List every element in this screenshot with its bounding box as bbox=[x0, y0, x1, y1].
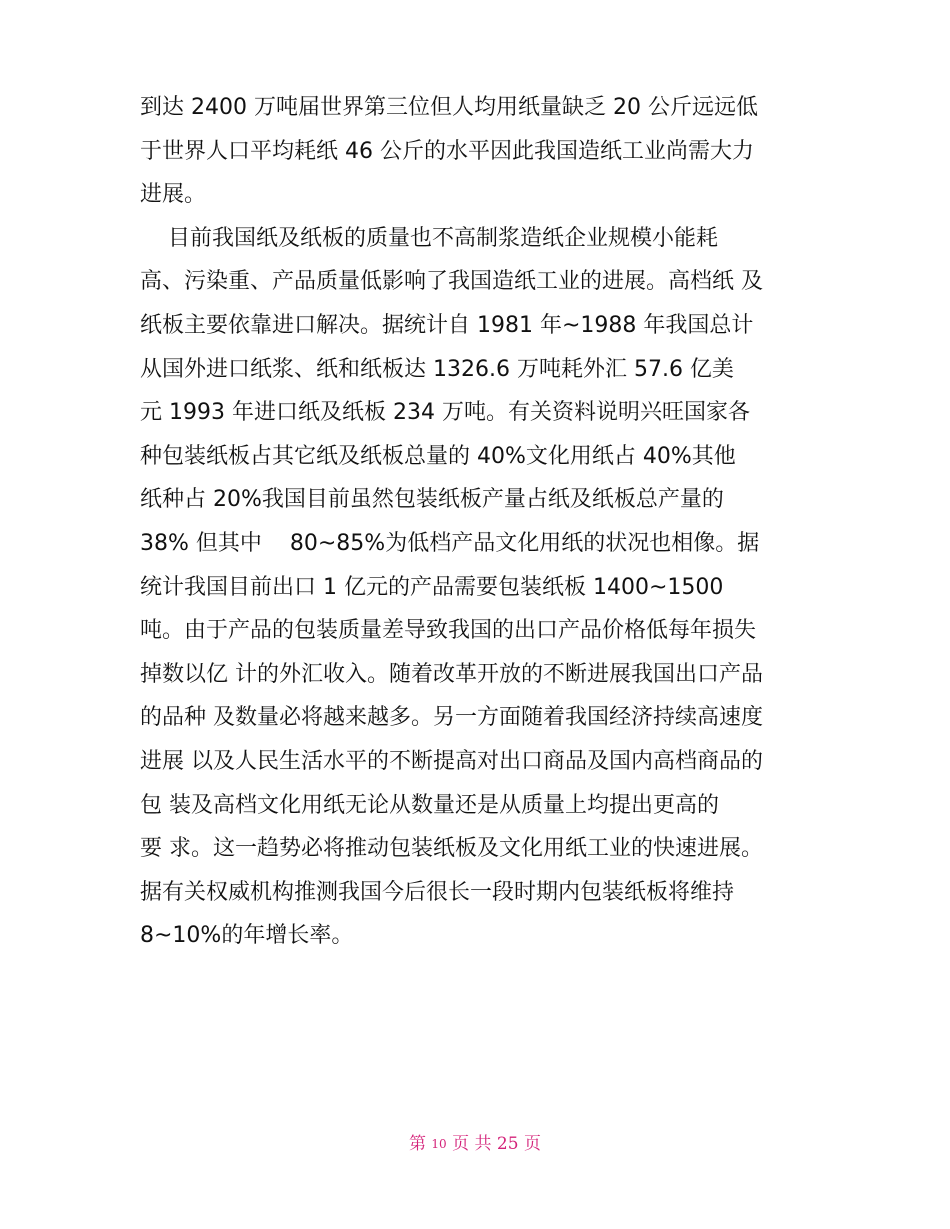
text-line: 统计我国目前出口 1 亿元的产品需要包装纸板 1400~1500 bbox=[140, 574, 724, 600]
text-line: 高、污染重、产品质量低影响了我国造纸工业的进展。高档纸 及 bbox=[140, 269, 763, 295]
text-line: 到达 2400 万吨届世界第三位但人均用纸量缺乏 20 公斤远远低 bbox=[140, 95, 758, 120]
page-footer bbox=[0, 1132, 950, 1156]
text-line: 于世界人口平均耗纸 46 公斤的水平因此我国造纸工业尚需大力 bbox=[140, 138, 754, 164]
text-line: 据有关权威机构推测我国今后很长一段时期内包装纸板将维持 bbox=[140, 879, 735, 905]
total-page-count: 25 bbox=[496, 1134, 519, 1154]
text-line: 掉数以亿 计的外汇收入。随着改革开放的不断进展我国出口产品 bbox=[140, 661, 763, 687]
text-line: 吨。由于产品的包装质量差导致我国的出口产品价格低每年损失 bbox=[140, 618, 757, 644]
text-line: 纸种占 20%我国目前虽然包装纸板产量占纸及纸板总产量的 bbox=[140, 487, 724, 513]
body-text bbox=[140, 86, 820, 958]
footer-middle: 页 共 bbox=[446, 1134, 497, 1154]
text-line: 8~10%的年增长率。 bbox=[140, 923, 354, 949]
text-line: 元 1993 年进口纸及纸板 234 万吨。有关资料说明兴旺国家各 bbox=[140, 400, 750, 426]
text-line: 进展。 bbox=[140, 182, 207, 208]
text-line: 包 装及高档文化用纸无论从数量还是从质量上均提出更高的 bbox=[140, 792, 719, 818]
footer-suffix: 页 bbox=[518, 1134, 541, 1154]
text-line: 进展 以及人民生活水平的不断提高对出口商品及国内高档商品的 bbox=[140, 748, 763, 774]
text-line: 从国外进口纸浆、纸和纸板达 1326.6 万吨耗外汇 57.6 亿美 bbox=[140, 356, 734, 382]
text-line: 要 求。这一趋势必将推动包装纸板及文化用纸工业的快速进展。 bbox=[140, 836, 763, 862]
footer-prefix: 第 bbox=[409, 1134, 432, 1154]
current-page-number: 10 bbox=[431, 1137, 447, 1151]
text-line: 的品种 及数量必将越来越多。另一方面随着我国经济持续高速度 bbox=[140, 705, 763, 731]
text-line: 种包装纸板占其它纸及纸板总量的 40%文化用纸占 40%其他 bbox=[140, 443, 736, 469]
text-line: 纸板主要依靠进口解决。据统计自 1981 年~1988 年我国总计 bbox=[140, 312, 754, 338]
text-line: 目前我国纸及纸板的质量也不高制浆造纸企业规模小能耗 bbox=[140, 225, 718, 251]
text-line: 38% 但其中 80~85%为低档产品文化用纸的状况也相像。据 bbox=[140, 530, 760, 556]
